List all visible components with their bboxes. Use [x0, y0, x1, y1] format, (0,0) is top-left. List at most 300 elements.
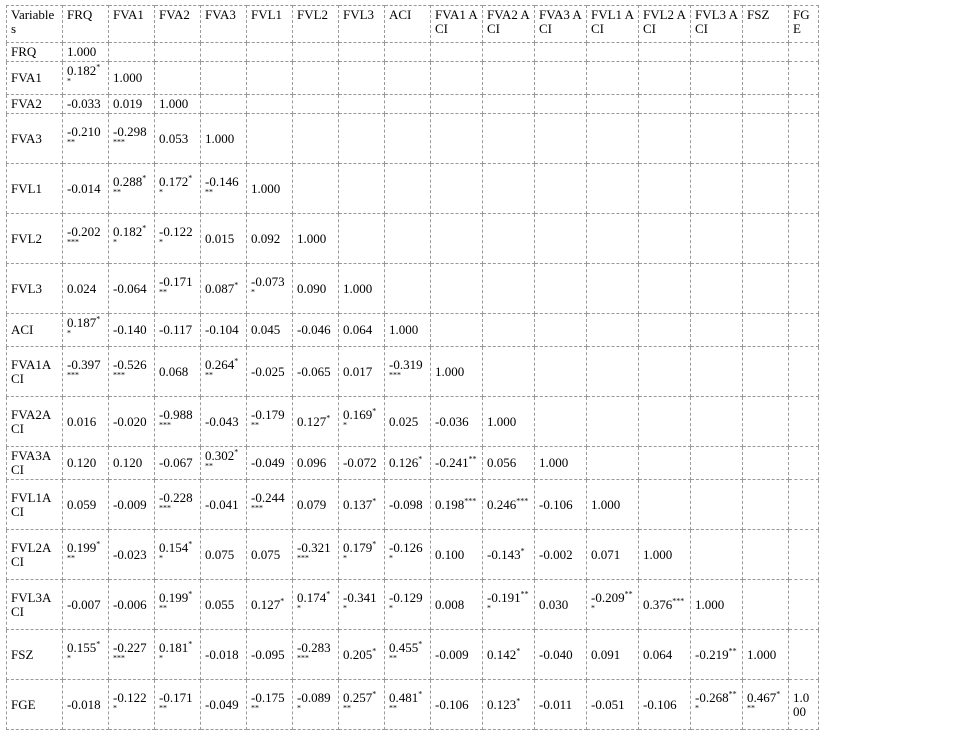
table-cell: 0.142* [483, 630, 535, 680]
table-row [7, 397, 819, 447]
table-cell: -0.009 [431, 630, 483, 680]
significance-stars: ** [343, 539, 377, 563]
table-cell [385, 43, 431, 62]
row-label: FVA2ACI [7, 397, 63, 447]
table-cell [789, 214, 819, 264]
table-cell: -0.014 [63, 164, 109, 214]
table-cell: 0.455*** [385, 630, 431, 680]
table-cell: 1.000 [201, 114, 247, 164]
table-cell: 0.127* [293, 397, 339, 447]
table-header [7, 6, 819, 43]
table-cell [201, 62, 247, 95]
table-cell [743, 580, 789, 630]
table-cell: -0.033 [63, 95, 109, 114]
column-header: Variables [7, 6, 63, 43]
table-cell: 0.079 [293, 480, 339, 530]
table-cell [789, 347, 819, 397]
table-cell [535, 114, 587, 164]
column-header: FVL2 ACI [639, 6, 691, 43]
significance-stars: * [280, 596, 285, 606]
table-cell [743, 114, 789, 164]
table-cell [639, 447, 691, 480]
significance-stars: ** [67, 137, 75, 147]
table-cell [789, 580, 819, 630]
table-cell [691, 264, 743, 314]
table-cell: -0.020 [109, 397, 155, 447]
table-cell [691, 530, 743, 580]
table-cell [535, 314, 587, 347]
table-cell: 0.199*** [63, 530, 109, 580]
column-header: ACI [385, 6, 431, 43]
table-cell [587, 397, 639, 447]
table-cell [483, 214, 535, 264]
table-cell: -0.018 [201, 630, 247, 680]
table-cell: 0.087* [201, 264, 247, 314]
table-cell: 0.288*** [109, 164, 155, 214]
table-cell [587, 214, 639, 264]
significance-stars: *** [487, 589, 529, 613]
significance-stars: ** [297, 589, 331, 613]
correlation-table [6, 5, 819, 730]
significance-stars: * [516, 696, 521, 706]
table-cell [535, 347, 587, 397]
table-cell: -0.009 [109, 480, 155, 530]
significance-stars: *** [205, 447, 239, 471]
row-label: FGE [7, 680, 63, 730]
table-cell [431, 43, 483, 62]
table-cell: -0.073* [247, 264, 293, 314]
table-cell: -0.268*** [691, 680, 743, 730]
table-cell [247, 43, 293, 62]
table-cell: -0.007 [63, 580, 109, 630]
table-cell [639, 397, 691, 447]
table-cell: 0.016 [63, 397, 109, 447]
table-cell: -0.065 [293, 347, 339, 397]
table-cell: 1.000 [293, 214, 339, 264]
row-label: FVL1ACI [7, 480, 63, 530]
table-cell: -0.175** [247, 680, 293, 730]
column-header: FGE [789, 6, 819, 43]
table-cell: 0.008 [431, 580, 483, 630]
significance-stars: *** [159, 420, 171, 430]
table-row [7, 580, 819, 630]
table-cell [483, 95, 535, 114]
table-cell: -0.341* [339, 580, 385, 630]
table-cell: 1.000 [587, 480, 639, 530]
table-cell: 0.092 [247, 214, 293, 264]
row-label: FVL3 [7, 264, 63, 314]
table-cell: -0.036 [431, 397, 483, 447]
table-cell: -0.098 [385, 480, 431, 530]
table-cell [431, 214, 483, 264]
significance-stars: * [159, 237, 163, 247]
table-cell: -0.140 [109, 314, 155, 347]
table-cell [743, 530, 789, 580]
significance-stars: *** [297, 653, 309, 663]
table-cell [789, 630, 819, 680]
table-cell [483, 114, 535, 164]
table-cell [483, 264, 535, 314]
table-cell: -0.228*** [155, 480, 201, 530]
table-cell [743, 95, 789, 114]
significance-stars: *** [672, 596, 685, 606]
table-cell [789, 164, 819, 214]
table-row [7, 630, 819, 680]
table-cell [639, 164, 691, 214]
table-cell [789, 114, 819, 164]
table-cell: 0.169** [339, 397, 385, 447]
table-cell: 1.000 [639, 530, 691, 580]
table-cell: 1.000 [789, 680, 819, 730]
table-cell: -0.171** [155, 680, 201, 730]
table-cell [691, 43, 743, 62]
table-cell: 0.068 [155, 347, 201, 397]
column-header: FVL1 [247, 6, 293, 43]
table-cell: -0.191*** [483, 580, 535, 630]
significance-stars: ** [67, 639, 101, 663]
row-label: FVA2 [7, 95, 63, 114]
table-cell [743, 480, 789, 530]
table-cell [691, 214, 743, 264]
table-cell: 0.045 [247, 314, 293, 347]
row-label: FVL2 [7, 214, 63, 264]
table-cell: 1.000 [63, 43, 109, 62]
table-cell [639, 214, 691, 264]
table-cell: 0.182** [63, 62, 109, 95]
table-cell: -0.129* [385, 580, 431, 630]
significance-stars: *** [159, 503, 171, 513]
table-cell: -0.095 [247, 630, 293, 680]
table-cell: 0.205* [339, 630, 385, 680]
table-cell [535, 164, 587, 214]
table-cell [743, 314, 789, 347]
table-cell [789, 530, 819, 580]
table-cell: 0.154** [155, 530, 201, 580]
table-cell [535, 62, 587, 95]
table-cell: -0.227*** [109, 630, 155, 680]
table-cell: 0.056 [483, 447, 535, 480]
significance-stars: * [113, 703, 117, 713]
significance-stars: ** [159, 539, 193, 563]
table-cell [247, 95, 293, 114]
table-cell: 0.199*** [155, 580, 201, 630]
table-cell [155, 43, 201, 62]
table-cell [743, 43, 789, 62]
column-header: FVA2 [155, 6, 201, 43]
table-cell: -0.064 [109, 264, 155, 314]
table-cell: 0.017 [339, 347, 385, 397]
table-cell [385, 214, 431, 264]
table-row [7, 447, 819, 480]
table-cell [535, 95, 587, 114]
table-cell: -0.988*** [155, 397, 201, 447]
table-cell: -0.171** [155, 264, 201, 314]
table-cell: -0.049 [201, 680, 247, 730]
column-header: FVA3 [201, 6, 247, 43]
table-cell: 0.064 [639, 630, 691, 680]
table-cell [789, 95, 819, 114]
table-cell: 0.071 [587, 530, 639, 580]
table-cell: -0.209*** [587, 580, 639, 630]
significance-stars: *** [205, 356, 239, 380]
table-cell [385, 264, 431, 314]
table-cell: 0.059 [63, 480, 109, 530]
significance-stars: *** [591, 589, 633, 613]
table-cell [639, 62, 691, 95]
row-label: FVL3ACI [7, 580, 63, 630]
table-cell: -0.219** [691, 630, 743, 680]
table-row [7, 680, 819, 730]
table-cell [201, 95, 247, 114]
table-cell [483, 62, 535, 95]
table-cell: 0.055 [201, 580, 247, 630]
row-label: FVL1 [7, 164, 63, 214]
table-cell: 0.024 [63, 264, 109, 314]
table-cell [691, 314, 743, 347]
table-cell: -0.143* [483, 530, 535, 580]
significance-stars: * [520, 546, 525, 556]
table-cell: -0.126* [385, 530, 431, 580]
table-cell: -0.397*** [63, 347, 109, 397]
significance-stars: *** [389, 370, 401, 380]
table-cell: 0.075 [247, 530, 293, 580]
table-row [7, 347, 819, 397]
table-cell: -0.041 [201, 480, 247, 530]
table-cell [691, 447, 743, 480]
significance-stars: ** [67, 62, 101, 86]
table-cell: 1.000 [109, 62, 155, 95]
table-cell: 0.091 [587, 630, 639, 680]
significance-stars: *** [343, 689, 377, 713]
column-header: FVA1 [109, 6, 155, 43]
table-cell: -0.179** [247, 397, 293, 447]
table-row [7, 264, 819, 314]
table-cell [639, 264, 691, 314]
table-cell [587, 164, 639, 214]
table-cell [691, 347, 743, 397]
table-cell: -0.089* [293, 680, 339, 730]
significance-stars: *** [464, 496, 477, 506]
table-row [7, 62, 819, 95]
significance-stars: ** [113, 223, 147, 247]
table-cell [691, 95, 743, 114]
table-cell: -0.046 [293, 314, 339, 347]
table-cell [339, 164, 385, 214]
table-cell [431, 114, 483, 164]
significance-stars: *** [389, 689, 423, 713]
table-cell: -0.146** [201, 164, 247, 214]
table-cell: -0.051 [587, 680, 639, 730]
table-cell [293, 43, 339, 62]
table-cell: -0.241** [431, 447, 483, 480]
table-cell [743, 214, 789, 264]
table-cell [691, 114, 743, 164]
significance-stars: *** [747, 689, 781, 713]
table-cell [639, 114, 691, 164]
significance-stars: ** [67, 314, 101, 338]
table-cell: -0.122* [155, 214, 201, 264]
significance-stars: * [234, 280, 239, 290]
column-header: FVA2 ACI [483, 6, 535, 43]
significance-stars: *** [113, 653, 125, 663]
significance-stars: ** [251, 703, 259, 713]
column-header: FVL3 [339, 6, 385, 43]
table-cell [483, 164, 535, 214]
table-row [7, 95, 819, 114]
table-cell: -0.072 [339, 447, 385, 480]
table-cell: 0.126* [385, 447, 431, 480]
column-header: FVA1 ACI [431, 6, 483, 43]
significance-stars: ** [205, 187, 213, 197]
table-cell: 0.246*** [483, 480, 535, 530]
column-header: FVL1 ACI [587, 6, 639, 43]
significance-stars: * [418, 454, 423, 464]
row-label: FVA3 [7, 114, 63, 164]
table-cell [743, 347, 789, 397]
table-cell [339, 114, 385, 164]
significance-stars: * [251, 287, 255, 297]
table-cell: -0.210** [63, 114, 109, 164]
significance-stars: ** [159, 703, 167, 713]
table-cell [483, 43, 535, 62]
table-cell: 0.174** [293, 580, 339, 630]
table-cell: 1.000 [385, 314, 431, 347]
table-cell [483, 314, 535, 347]
significance-stars: * [343, 603, 347, 613]
table-cell: -0.319*** [385, 347, 431, 397]
table-cell: 0.257*** [339, 680, 385, 730]
table-cell [293, 164, 339, 214]
table-row [7, 480, 819, 530]
significance-stars: * [326, 413, 331, 423]
significance-stars: *** [516, 496, 529, 506]
table-cell: 0.015 [201, 214, 247, 264]
significance-stars: ** [468, 454, 477, 464]
table-cell: 0.030 [535, 580, 587, 630]
table-cell [789, 314, 819, 347]
table-cell: -0.006 [109, 580, 155, 630]
table-cell: 0.127* [247, 580, 293, 630]
table-cell [155, 62, 201, 95]
row-label: FSZ [7, 630, 63, 680]
table-cell [535, 397, 587, 447]
table-cell: 0.123* [483, 680, 535, 730]
table-cell [691, 164, 743, 214]
table-cell: -0.040 [535, 630, 587, 680]
table-cell [431, 62, 483, 95]
table-cell: 0.302*** [201, 447, 247, 480]
table-cell [339, 43, 385, 62]
table-cell: 0.187** [63, 314, 109, 347]
table-cell: -0.104 [201, 314, 247, 347]
table-cell [743, 397, 789, 447]
table-cell: 0.064 [339, 314, 385, 347]
table-cell: -0.244*** [247, 480, 293, 530]
table-cell [483, 347, 535, 397]
table-cell [743, 164, 789, 214]
table-cell: 0.179** [339, 530, 385, 580]
table-cell: -0.002 [535, 530, 587, 580]
table-cell [587, 114, 639, 164]
table-cell [385, 95, 431, 114]
significance-stars: ** [159, 639, 193, 663]
table-cell: 0.075 [201, 530, 247, 580]
table-cell [587, 347, 639, 397]
table-cell: 1.000 [339, 264, 385, 314]
table-cell: 1.000 [431, 347, 483, 397]
table-cell: 0.172** [155, 164, 201, 214]
table-cell [639, 43, 691, 62]
table-row [7, 530, 819, 580]
table-cell: -0.011 [535, 680, 587, 730]
table-cell [639, 314, 691, 347]
table-cell: -0.117 [155, 314, 201, 347]
table-cell [789, 397, 819, 447]
table-row [7, 114, 819, 164]
table-cell: -0.067 [155, 447, 201, 480]
table-cell [587, 264, 639, 314]
table-cell [789, 264, 819, 314]
table-cell [109, 43, 155, 62]
table-cell [535, 264, 587, 314]
table-cell [789, 43, 819, 62]
table-cell: 0.182** [109, 214, 155, 264]
significance-stars: ** [251, 420, 259, 430]
table-row [7, 164, 819, 214]
table-cell: 1.000 [155, 95, 201, 114]
table-cell [639, 347, 691, 397]
table-cell: 1.000 [691, 580, 743, 630]
significance-stars: *** [113, 137, 125, 147]
table-cell: 1.000 [743, 630, 789, 680]
table-cell [293, 114, 339, 164]
table-cell [247, 114, 293, 164]
table-cell: 0.096 [293, 447, 339, 480]
significance-stars: * [372, 646, 377, 656]
significance-stars: *** [389, 639, 423, 663]
table-cell: 0.090 [293, 264, 339, 314]
table-cell [431, 314, 483, 347]
significance-stars: *** [695, 689, 737, 713]
table-cell [339, 62, 385, 95]
table-cell: -0.106 [431, 680, 483, 730]
column-header: FRQ [63, 6, 109, 43]
table-cell: -0.122* [109, 680, 155, 730]
table-cell: 0.053 [155, 114, 201, 164]
table-cell [385, 164, 431, 214]
column-header: FVL2 [293, 6, 339, 43]
table-cell [431, 264, 483, 314]
table-row [7, 43, 819, 62]
row-label: FVA1ACI [7, 347, 63, 397]
table-cell [587, 43, 639, 62]
significance-stars: * [516, 646, 521, 656]
table-cell: 0.481*** [385, 680, 431, 730]
table-cell: 0.467*** [743, 680, 789, 730]
table-cell [587, 95, 639, 114]
table-cell [691, 480, 743, 530]
table-cell: 0.120 [63, 447, 109, 480]
row-label: ACI [7, 314, 63, 347]
significance-stars: *** [67, 539, 101, 563]
table-cell [587, 314, 639, 347]
significance-stars: * [389, 603, 393, 613]
table-cell [691, 397, 743, 447]
column-header: FSZ [743, 6, 789, 43]
table-cell [535, 214, 587, 264]
significance-stars: *** [113, 370, 125, 380]
table-cell: -0.106 [639, 680, 691, 730]
